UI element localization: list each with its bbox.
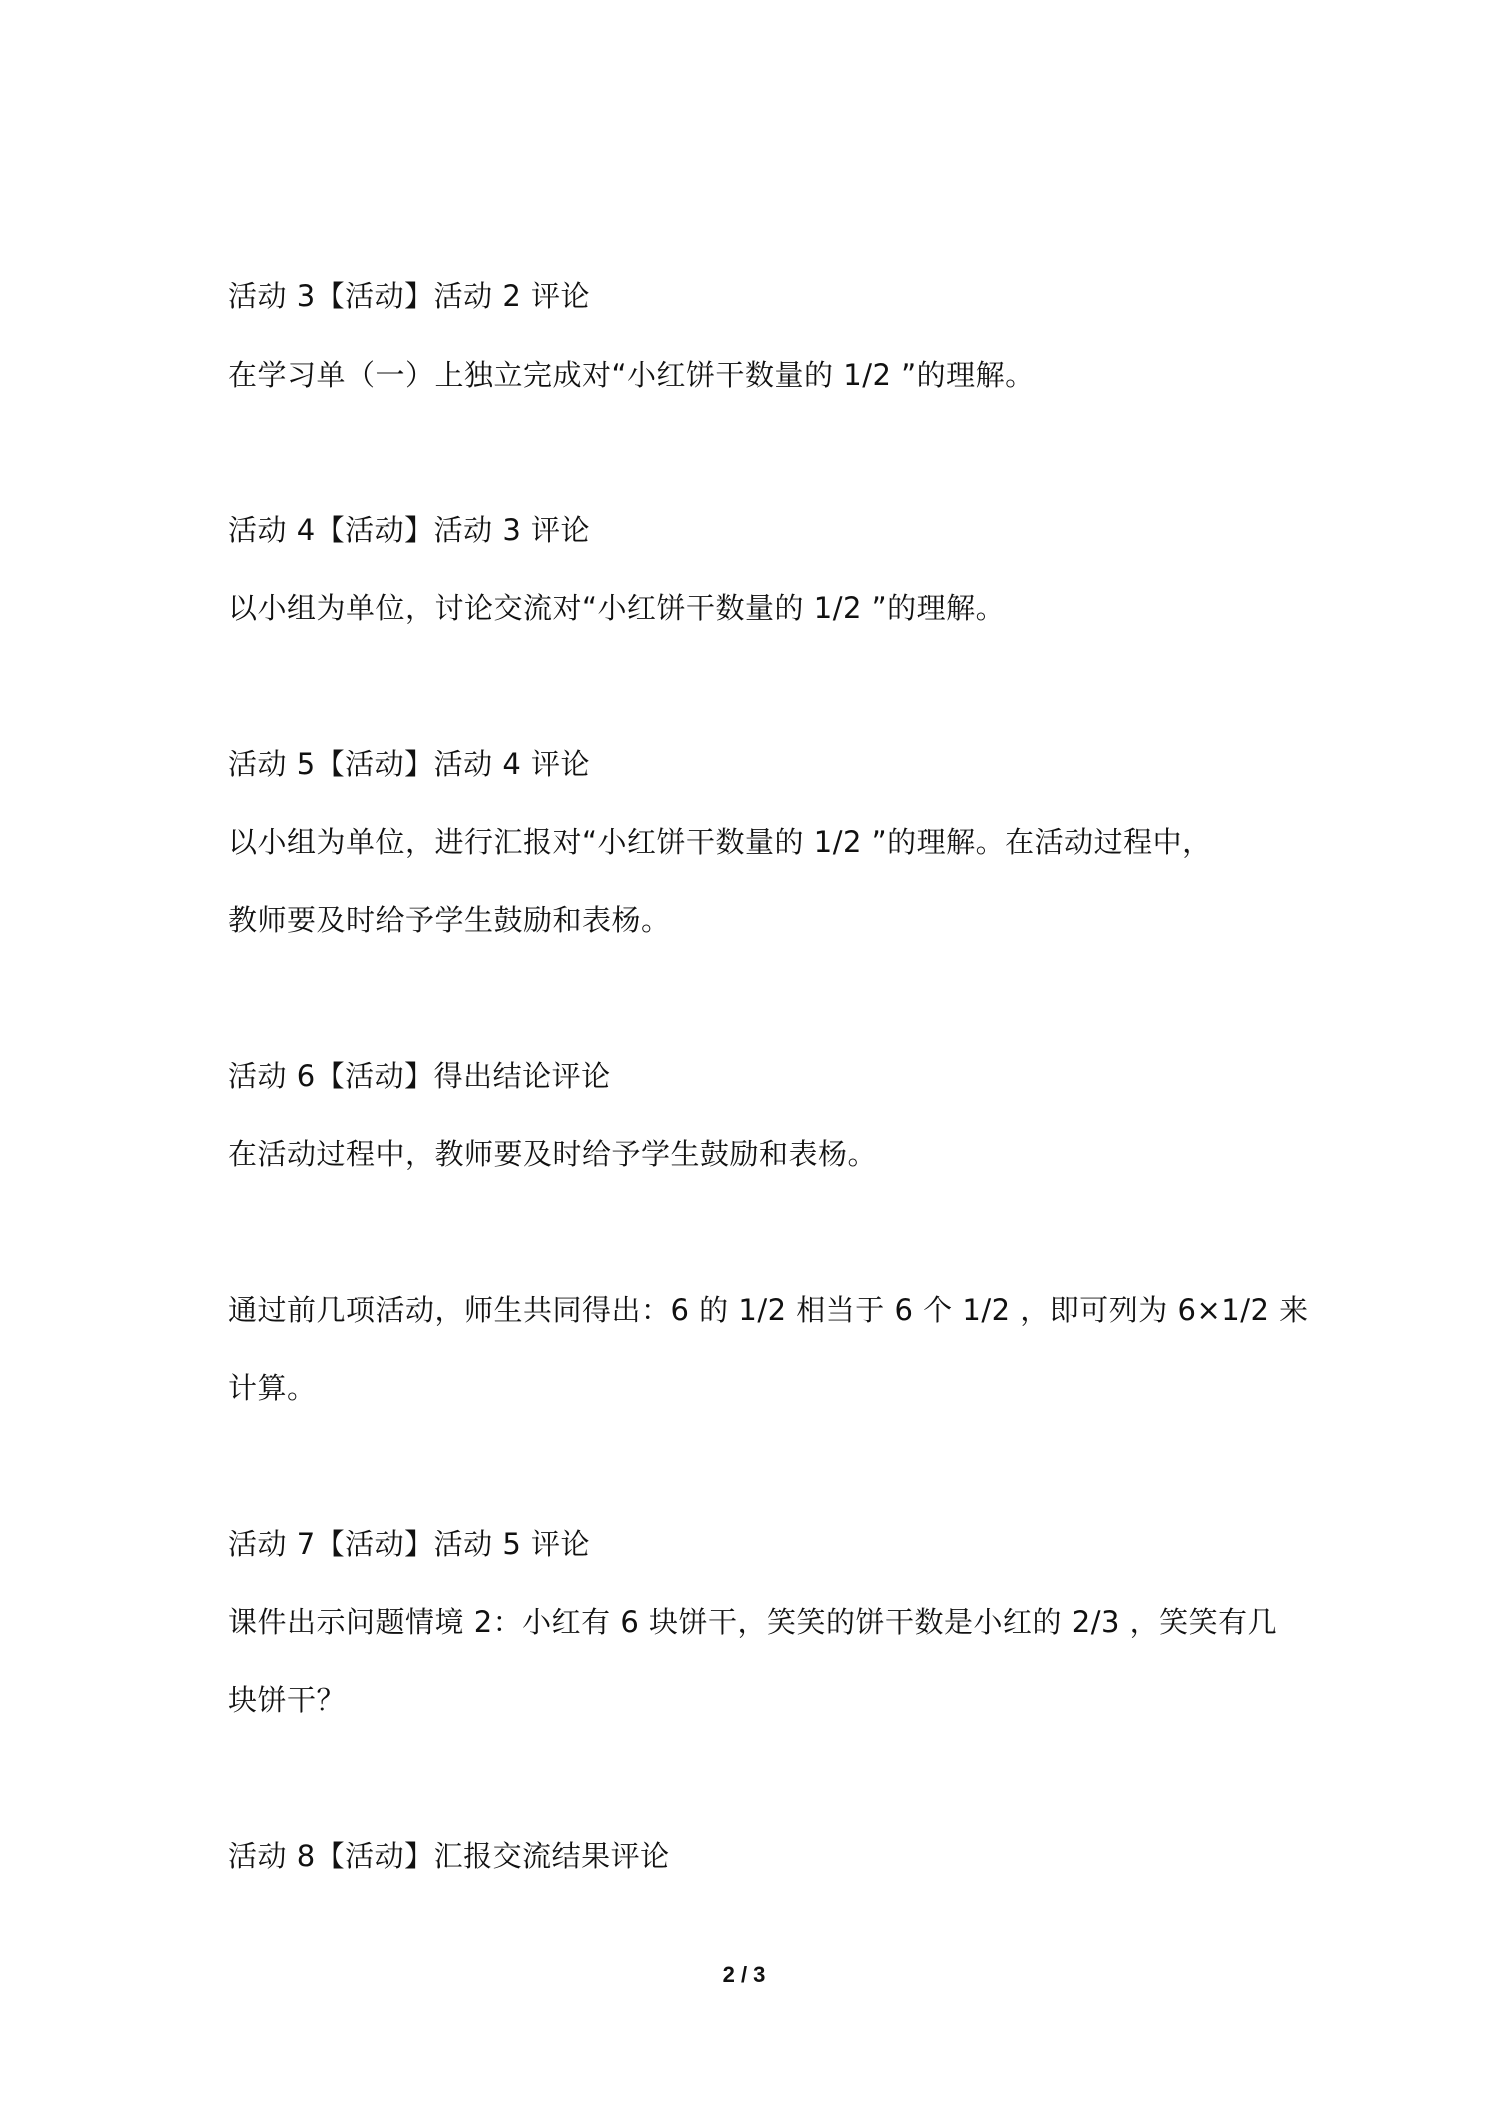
section-text: 课件出示问题情境 2：小红有 6 块饼干，笑笑的饼干数是小红的 2/3 ，笑笑有几 bbox=[228, 1605, 1278, 1639]
section-heading: 活动 6【活动】得出结论评论 bbox=[228, 1059, 611, 1093]
section-text: 块饼干？ bbox=[228, 1683, 347, 1717]
page-number: 2 / 3 bbox=[722, 1962, 766, 1987]
section-heading: 活动 4【活动】活动 3 评论 bbox=[228, 513, 591, 547]
section-text: 以小组为单位，讨论交流对“小红饼干数量的 1/2 ”的理解。 bbox=[228, 591, 1006, 625]
section-heading: 活动 8【活动】汇报交流结果评论 bbox=[228, 1839, 670, 1873]
section-heading: 活动 3【活动】活动 2 评论 bbox=[228, 279, 591, 313]
section-heading: 活动 7【活动】活动 5 评论 bbox=[228, 1527, 591, 1561]
section-text: 教师要及时给予学生鼓励和表杨。 bbox=[228, 903, 671, 937]
section-text: 在学习单（一）上独立完成对“小红饼干数量的 1/2 ”的理解。 bbox=[228, 358, 1035, 392]
section-text: 计算。 bbox=[228, 1371, 317, 1405]
section-heading: 活动 5【活动】活动 4 评论 bbox=[228, 747, 591, 781]
section-text: 以小组为单位，进行汇报对“小红饼干数量的 1/2 ”的理解。在活动过程中， bbox=[228, 825, 1212, 859]
section-text: 通过前几项活动，师生共同得出：6 的 1/2 相当于 6 个 1/2 ，即可列为 6×1/2 来 bbox=[228, 1293, 1309, 1327]
section-text: 在活动过程中，教师要及时给予学生鼓励和表杨。 bbox=[228, 1137, 878, 1171]
